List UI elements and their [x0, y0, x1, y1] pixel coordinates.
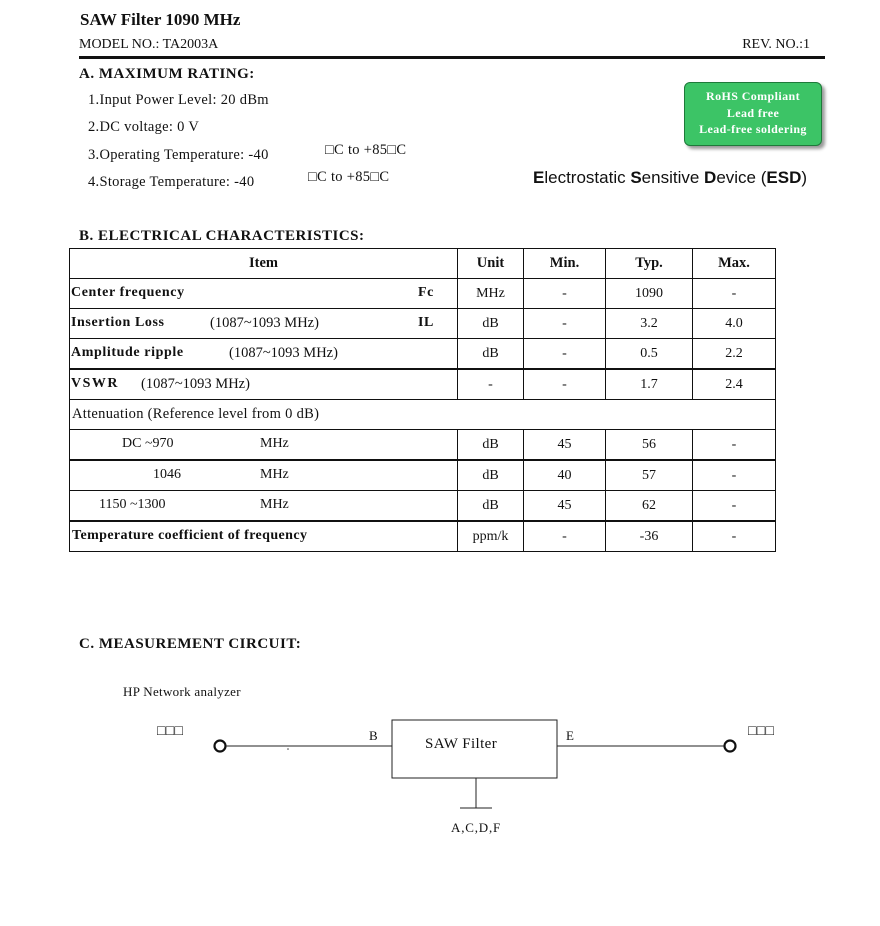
section-c-heading: C. MEASUREMENT CIRCUIT:: [79, 636, 302, 652]
row-min: -: [524, 339, 606, 370]
analyzer-label: HP Network analyzer: [123, 684, 241, 699]
row-typ: 0.5: [606, 339, 693, 370]
right-port-label: □□□: [748, 724, 775, 739]
row-item: Amplitude ripple: [71, 345, 184, 360]
attenuation-freq: DC ~970: [122, 436, 174, 451]
ground-pins-label: A,C,D,F: [451, 820, 502, 835]
temp-coefficient-item: Temperature coefficient of frequency: [72, 528, 308, 543]
row-range: (1087~1093 MHz): [141, 376, 250, 392]
row-unit: dB: [458, 309, 524, 339]
row-unit: dB: [458, 460, 524, 491]
row-typ: 3.2: [606, 309, 693, 339]
row-max: -: [693, 460, 776, 491]
row-min: -: [524, 521, 606, 552]
row-max: -: [693, 430, 776, 461]
row-typ: 56: [606, 430, 693, 461]
row-typ: 1090: [606, 279, 693, 309]
row-min: 40: [524, 460, 606, 491]
row-max: 2.4: [693, 369, 776, 400]
row-min: 45: [524, 430, 606, 461]
right-terminal-icon: [725, 741, 736, 752]
row-min: 45: [524, 491, 606, 522]
attenuation-mhz: MHz: [260, 467, 289, 482]
row-typ: 1.7: [606, 369, 693, 400]
storage-temp-range: □C to +85□C: [308, 169, 390, 185]
row-max: 2.2: [693, 339, 776, 370]
saw-filter-label: SAW Filter: [425, 736, 498, 752]
row-max: 4.0: [693, 309, 776, 339]
rating-operating-temp: 3.Operating Temperature: -40: [88, 147, 269, 163]
operating-temp-range: □C to +85□C: [325, 142, 407, 158]
row-typ: 57: [606, 460, 693, 491]
col-item: Item: [70, 249, 458, 279]
row-min: -: [524, 369, 606, 400]
col-unit: Unit: [458, 249, 524, 279]
col-max: Max.: [693, 249, 776, 279]
rohs-line-3: Lead-free soldering: [699, 122, 807, 136]
row-range: (1087~1093 MHz): [210, 315, 319, 331]
esd-notice: Electrostatic Sensitive Device (ESD): [533, 168, 808, 187]
row-unit: dB: [458, 339, 524, 370]
row-min: -: [524, 279, 606, 309]
row-unit: dB: [458, 430, 524, 461]
stray-dot: [287, 748, 289, 750]
row-unit: dB: [458, 491, 524, 522]
row-range: (1087~1093 MHz): [229, 345, 338, 361]
row-max: -: [693, 491, 776, 522]
row-unit: ppm/k: [458, 521, 524, 552]
pin-e-label: E: [566, 728, 575, 743]
rohs-line-1: RoHS Compliant: [706, 89, 800, 103]
rohs-line-2: Lead free: [726, 105, 780, 120]
attenuation-mhz: MHz: [260, 436, 289, 451]
row-item: Center frequency: [71, 285, 185, 300]
section-a-heading: A. MAXIMUM RATING:: [79, 66, 255, 82]
row-symbol: Fc: [418, 285, 434, 300]
left-port-label: □□□: [157, 724, 184, 739]
row-typ: 62: [606, 491, 693, 522]
attenuation-freq: 1150 ~1300: [99, 497, 166, 512]
col-min: Min.: [524, 249, 606, 279]
row-item: Insertion Loss: [71, 315, 165, 330]
rating-input-power: 1.Input Power Level: 20 dBm: [88, 92, 269, 108]
rating-dc-voltage: 2.DC voltage: 0 V: [88, 119, 200, 135]
rating-storage-temp: 4.Storage Temperature: -40: [88, 174, 255, 190]
attenuation-label: Attenuation (Reference level from 0 dB): [72, 406, 320, 422]
row-symbol: IL: [418, 315, 434, 330]
revision-number: REV. NO.:1: [742, 37, 810, 52]
attenuation-freq: 1046: [153, 467, 181, 482]
left-terminal-icon: [215, 741, 226, 752]
row-max: -: [693, 521, 776, 552]
row-item: VSWR: [71, 376, 120, 391]
row-min: -: [524, 309, 606, 339]
col-typ: Typ.: [606, 249, 693, 279]
attenuation-mhz: MHz: [260, 497, 289, 512]
pin-b-label: B: [369, 728, 378, 743]
row-typ: -36: [606, 521, 693, 552]
section-b-heading: B. ELECTRICAL CHARACTERISTICS:: [79, 228, 365, 244]
document-title: SAW Filter 1090 MHz: [80, 10, 241, 29]
model-number: MODEL NO.: TA2003A: [79, 37, 219, 52]
row-unit: -: [458, 369, 524, 400]
row-max: -: [693, 279, 776, 309]
row-unit: MHz: [458, 279, 524, 309]
